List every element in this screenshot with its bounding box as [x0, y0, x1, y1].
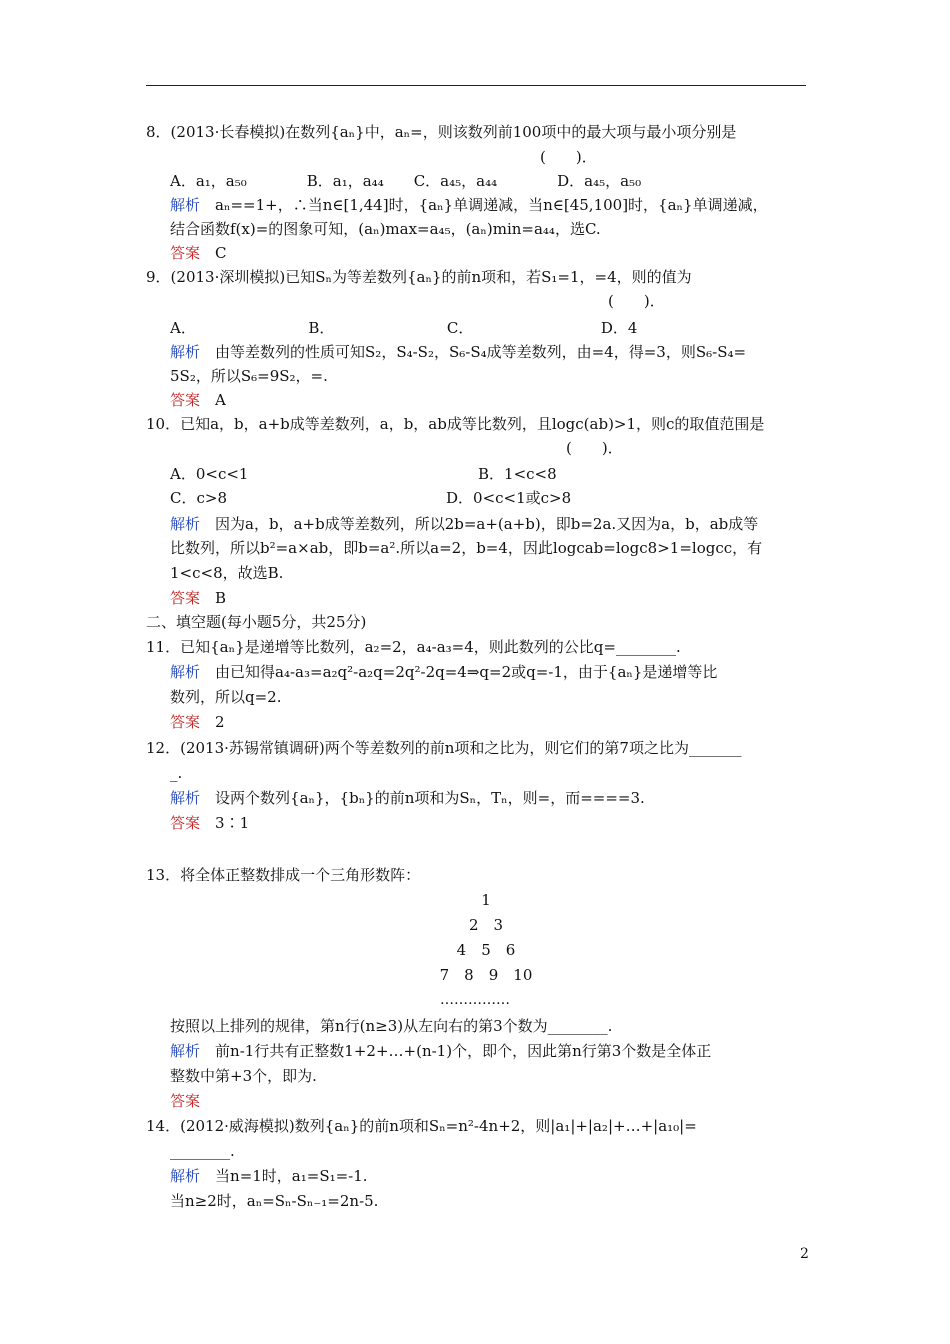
jiexi-label: 解析: [170, 343, 201, 361]
jiexi-label: 解析: [170, 515, 201, 533]
q10-answer-value: B: [215, 589, 227, 607]
daan-label: 答案: [170, 244, 201, 262]
q10-answer: [170, 588, 226, 608]
page-number: 2: [800, 1246, 809, 1262]
jiexi-label: 解析: [170, 1042, 201, 1060]
q13-jiexi: [170, 1041, 711, 1061]
q14-stem: 14．(2012·威海模拟)数列{aₙ}的前n项和Sₙ=n²-4n+2，则|a₁|+|a₂|+…+|a₁₀|=: [146, 1117, 697, 1135]
q13-jiexi-line2: 整数中第+3个，即为.: [170, 1067, 317, 1085]
q11-jiexi: [170, 662, 717, 682]
q12-answer-value: 3∶1: [215, 814, 250, 832]
daan-label: 答案: [170, 814, 201, 832]
q8-answer: [170, 243, 227, 263]
q10-option-d: D．0<c<1或c>8: [446, 489, 572, 507]
q10-jiexi-line2: 比数列，所以b²=a×ab，即b=a².所以a=2，b=4，因此logcab=logc8>1=logcc，有: [170, 539, 763, 557]
q9-answer: [170, 390, 226, 410]
q8-jiexi: [170, 195, 768, 215]
q8-options: A．a₁，a₅₀ B．a₁，a₄₄ C．a₄₅，a₄₄ D．a₄₅，a₅₀: [170, 172, 642, 190]
q8-jiexi-line1: aₙ==1+，∴当n∈[1,44]时，{aₙ}单调递减，当n∈[45,100]时，{aₙ}单调递减，: [215, 196, 768, 214]
q14-jiexi: [170, 1166, 368, 1186]
triangle-row-4: 7 8 9 10: [439, 966, 533, 984]
q13-answer: [170, 1091, 200, 1111]
q10-jiexi-line1: 因为a，b，a+b成等差数列，所以2b=a+(a+b)，即b=2a.又因为a，b，ab成等: [215, 515, 759, 533]
q12-answer: [170, 813, 249, 833]
q9-options: A． B． C． D．4: [170, 319, 638, 337]
q10-paren: ( )．: [566, 439, 623, 457]
jiexi-label: 解析: [170, 663, 201, 681]
q9-answer-value: A: [215, 391, 226, 409]
q13-jiexi-line1: 前n-1行共有正整数1+2+…+(n-1)个，即个，因此第n行第3个数是全体正: [215, 1042, 712, 1060]
q9-jiexi-line2: 5S₂，所以S₆=9S₂，=.: [170, 367, 328, 385]
q14-jiexi-line2: 当n≥2时，aₙ=Sₙ-Sₙ₋₁=2n-5.: [170, 1192, 379, 1210]
daan-label: 答案: [170, 391, 201, 409]
q10-stem: 10．已知a，b，a+b成等差数列，a，b，ab成等比数列，且logc(ab)>1，则c的取值范围是: [146, 415, 765, 433]
q8-jiexi-line2: 结合函数f(x)=的图象可知，(aₙ)max=a₄₅，(aₙ)min=a₄₄，选C.: [170, 220, 601, 238]
triangle-row-2: 2 3: [468, 916, 504, 934]
q13-stem: 13．将全体正整数排成一个三角形数阵：: [146, 866, 421, 884]
q12-stem: 12．(2013·苏锡常镇调研)两个等差数列的前n项和之比为，则它们的第7项之比为_______: [146, 739, 742, 757]
daan-label: 答案: [170, 713, 201, 731]
q14-stem-cont: ________.: [170, 1142, 235, 1160]
daan-label: 答案: [170, 589, 201, 607]
q8-answer-value: C: [215, 244, 227, 262]
q12-jiexi-line1: 设两个数列{aₙ}，{bₙ}的前n项和为Sₙ，Tₙ，则=，而====3.: [215, 789, 645, 807]
q10-option-b: B．1<c<8: [478, 465, 557, 483]
q13-question: 按照以上排列的规律，第n行(n≥3)从左向右的第3个数为________.: [170, 1017, 613, 1035]
triangle-ellipsis: ……………: [440, 992, 510, 1008]
q11-jiexi-line2: 数列，所以q=2.: [170, 688, 282, 706]
q10-option-a: A．0<c<1: [170, 465, 249, 483]
triangle-row-1: 1: [481, 891, 491, 909]
triangle-row-3: 4 5 6: [456, 941, 516, 959]
q8-paren: ( )．: [540, 148, 597, 166]
q11-stem: 11．已知{aₙ}是递增等比数列，a₂=2，a₄-a₃=4，则此数列的公比q=________.: [146, 638, 681, 656]
q9-stem: 9．(2013·深圳模拟)已知Sₙ为等差数列{aₙ}的前n项和，若S₁=1，=4，则的值为: [146, 268, 692, 286]
q11-answer: [170, 712, 225, 732]
q14-jiexi-line1: 当n=1时，a₁=S₁=-1.: [215, 1167, 368, 1185]
q10-option-c: C．c>8: [170, 489, 227, 507]
q12-stem-cont: _.: [170, 764, 183, 782]
q11-answer-value: 2: [215, 713, 225, 731]
q10-jiexi-line3: 1<c<8，故选B.: [170, 564, 284, 582]
q9-jiexi-line1: 由等差数列的性质可知S₂，S₄-S₂，S₆-S₄成等差数列，由=4，得=3，则S₆-S₄=: [215, 343, 747, 361]
daan-label: 答案: [170, 1092, 201, 1110]
q11-jiexi-line1: 由已知得a₄-a₃=a₂q²-a₂q=2q²-2q=4⇒q=2或q=-1，由于{aₙ}是递增等比: [215, 663, 718, 681]
q9-jiexi: [170, 342, 746, 362]
jiexi-label: 解析: [170, 196, 201, 214]
q10-jiexi: [170, 514, 758, 534]
q12-jiexi: [170, 788, 645, 808]
header-rule: [146, 85, 806, 86]
q8-stem: 8．(2013·长春模拟)在数列{aₙ}中，aₙ=，则该数列前100项中的最大项与最小项分别是: [146, 123, 737, 141]
jiexi-label: 解析: [170, 1167, 201, 1185]
q9-paren: ( )．: [608, 292, 665, 310]
section-heading: 二、填空题(每小题5分，共25分): [146, 613, 367, 631]
jiexi-label: 解析: [170, 789, 201, 807]
